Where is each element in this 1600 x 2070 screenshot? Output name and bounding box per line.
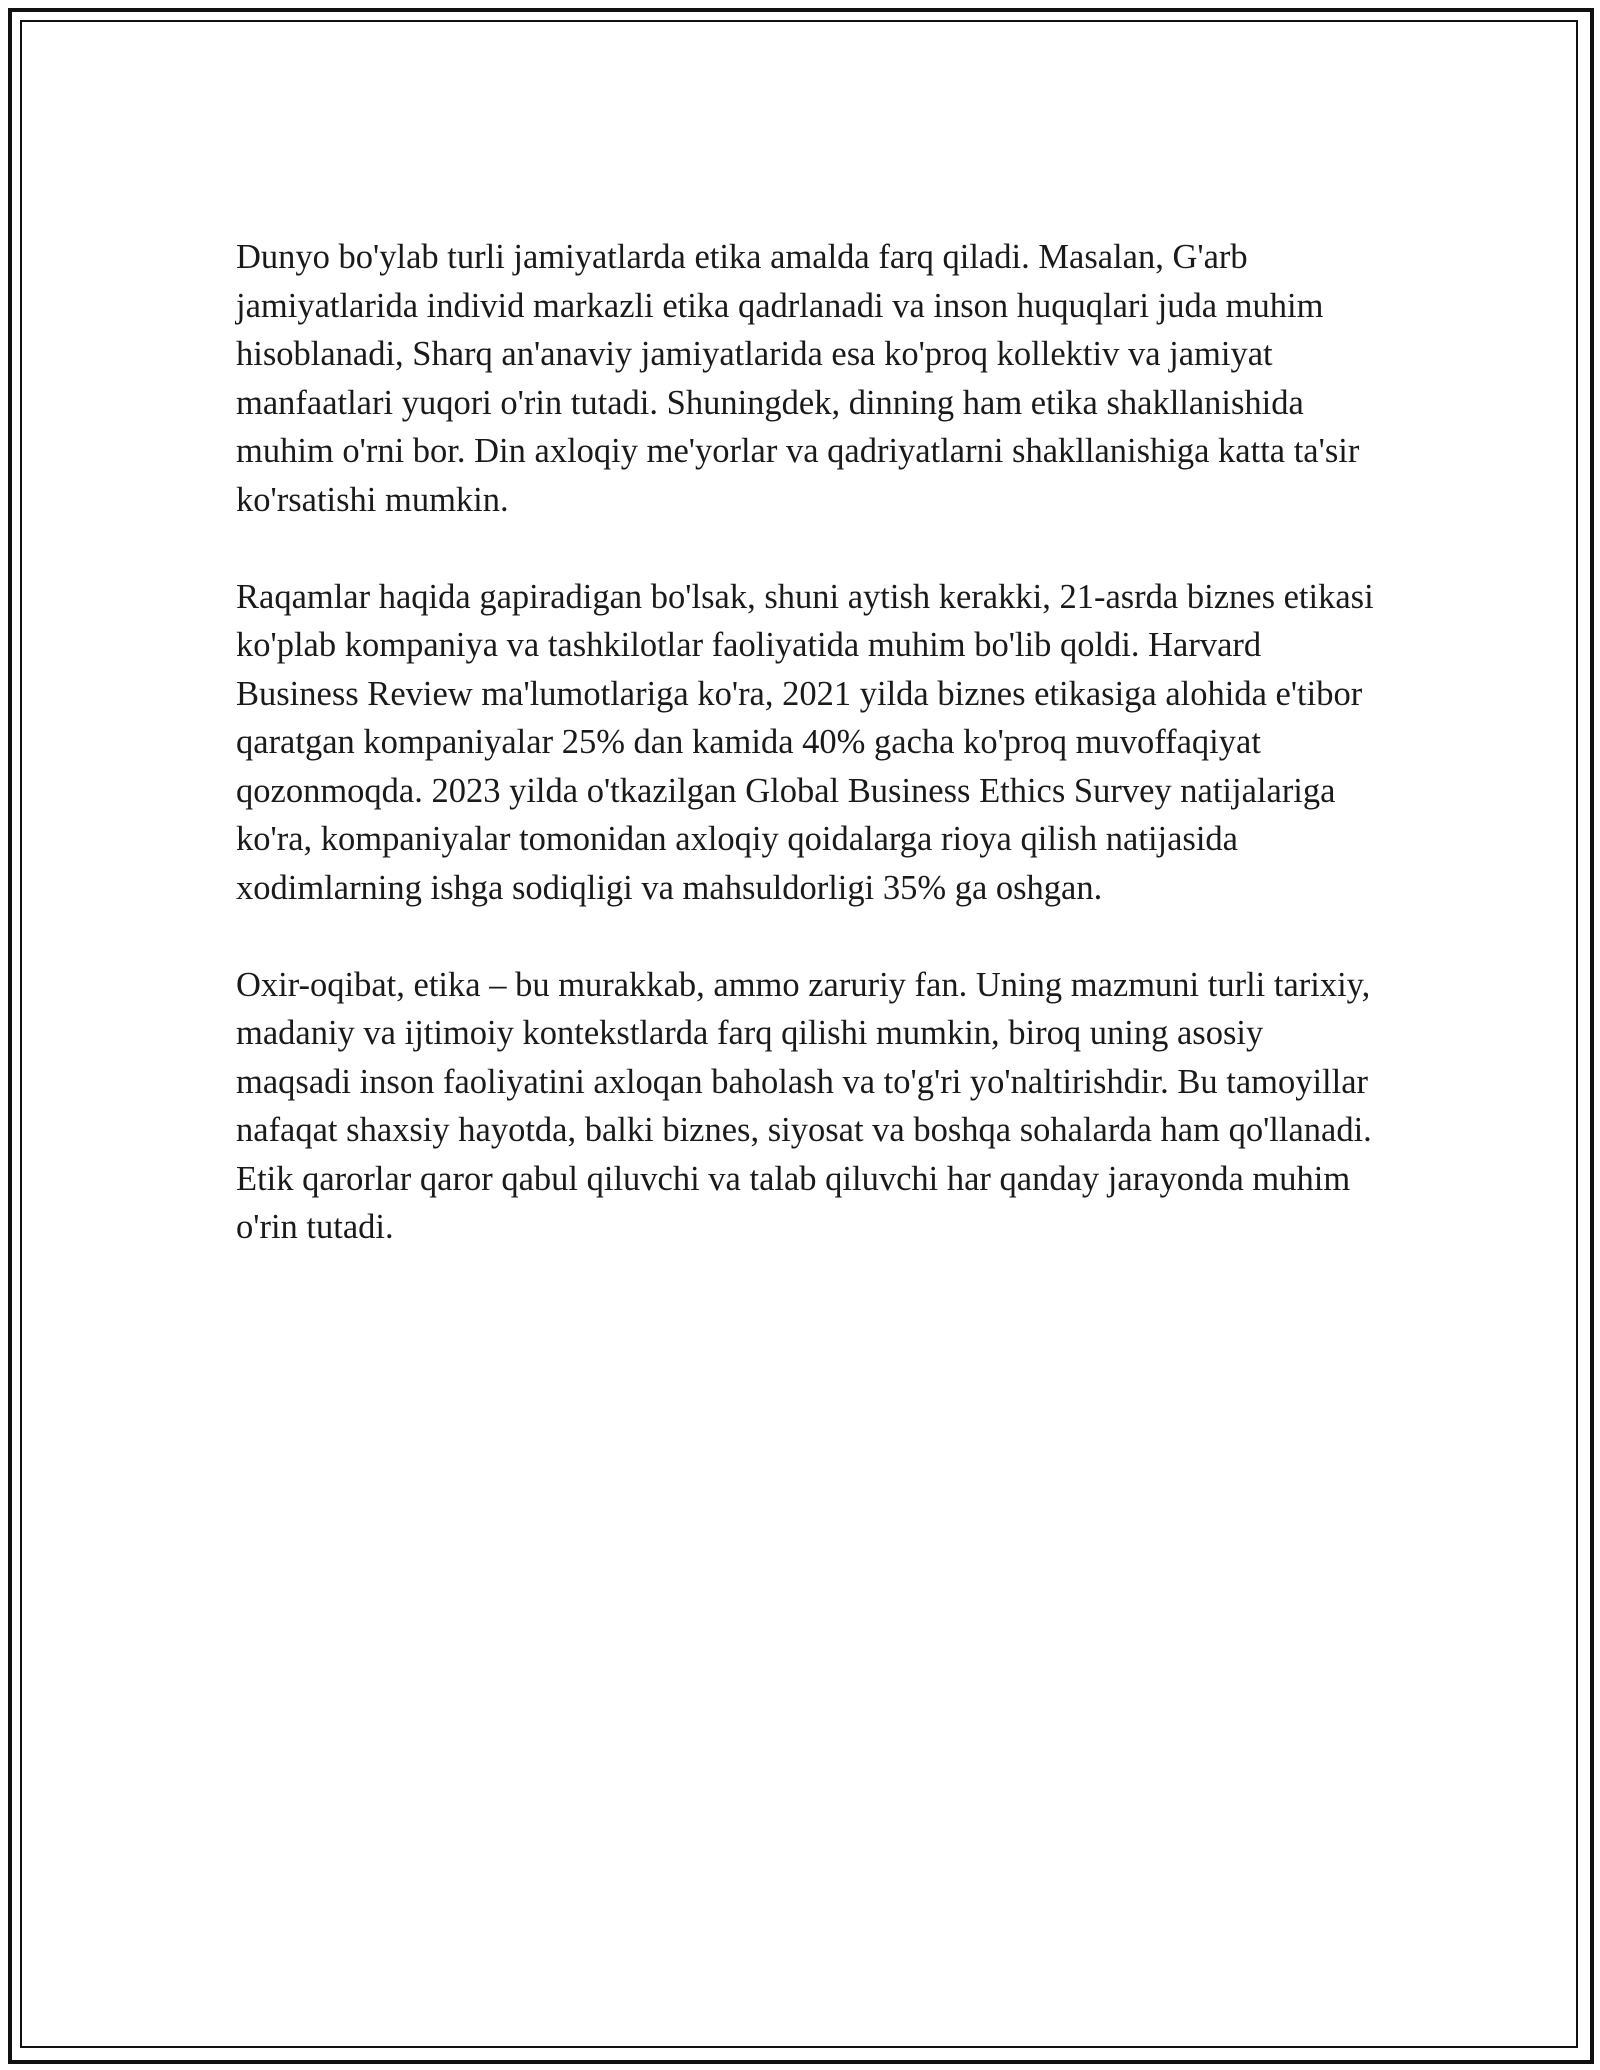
- paragraph-business-ethics-statistics: Raqamlar haqida gapiradigan bo'lsak, shuni aytish kerakki, 21-asrda biznes etikasi ko'plab kompaniya va tashkilotlar faoliyatida muhim bo'lib qoldi. Harvard Business Review ma'lumotlariga ko'ra, 2021 yilda biznes etikasiga alohida e'tibor qaratgan kompaniyalar 25% dan kamida 40% gacha ko'proq muvoffaqiyat qozonmoqda. 2023 yilda o'tkazilgan Global Business Ethics Survey natijalariga ko'ra, kompaniyalar tomonidan axloqiy qoidalarga rioya qilish natijasida xodimlarning ishga sodiqligi va mahsuldorligi 35% ga oshgan.: [236, 577, 1374, 907]
- paragraph-ethics-across-societies: Dunyo bo'ylab turli jamiyatlarda etika amalda farq qiladi. Masalan, G'arb jamiyatlarida individ markazli etika qadrlanadi va inson huquqlari juda muhim hisoblanadi, Sharq an'anaviy jamiyatlarida esa ko'proq kollektiv va jamiyat manfaatlari yuqori o'rin tutadi. Shuningdek, dinning ham etika shakllanishida muhim o'rni bor. Din axloqiy me'yorlar va qadriyatlarni shakllanishiga katta ta'sir ko'rsatishi mumkin.: [236, 238, 1360, 519]
- paragraph-conclusion: Oxir-oqibat, etika – bu murakkab, ammo zaruriy fan. Uning mazmuni turli tarixiy, madaniy va ijtimoiy kontekstlarda farq qilishi mumkin, biroq uning asosiy maqsadi inson faoliyatini axloqan baholash va to'g'ri yo'naltirishdir. Bu tamoyillar nafaqat shaxsiy hayotda, balki biznes, siyosat va boshqa sohalarda ham qo'llanadi. Etik qarorlar qaror qabul qiluvchi va talab qiluvchi har qanday jarayonda muhim o'rin tutadi.: [236, 965, 1372, 1246]
- document-body: [236, 233, 1376, 1252]
